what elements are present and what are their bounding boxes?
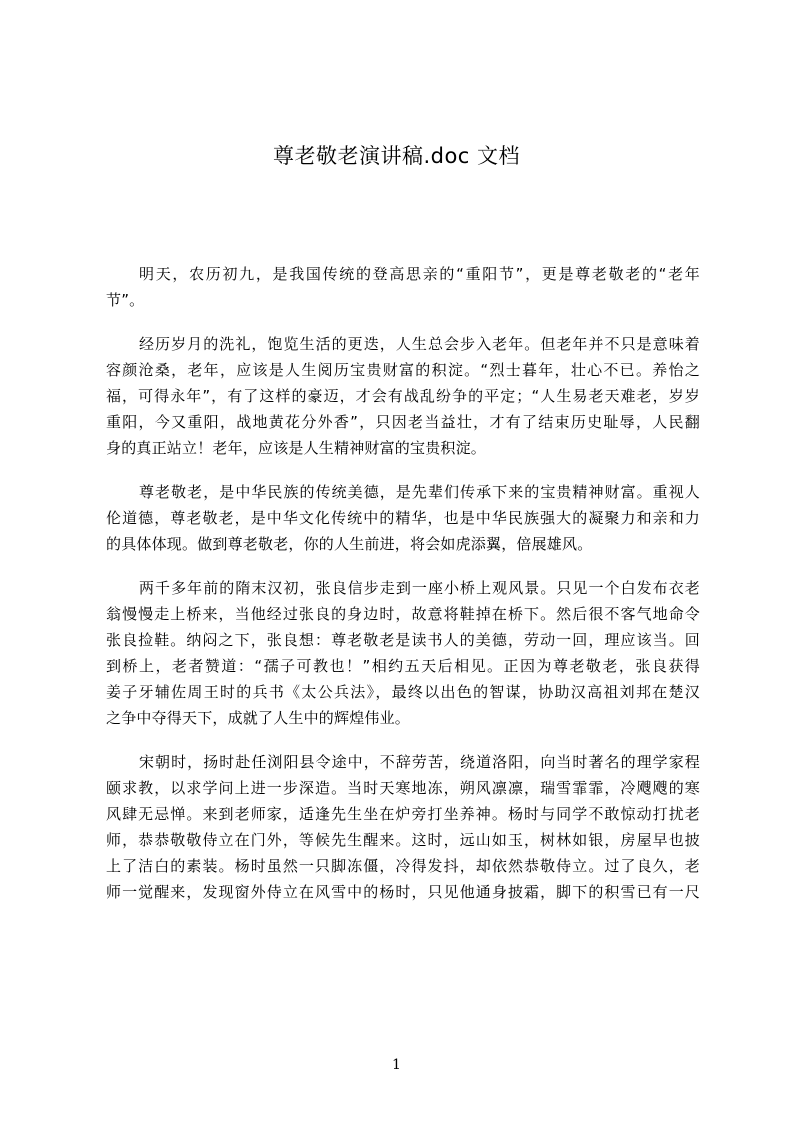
paragraph-2 — [106, 331, 700, 461]
text-line: 尊老敬老，是中华民族的传统美德，是先辈们传承下来的宝贵精神财富。重视人 — [139, 483, 700, 501]
text-line: 张良捡鞋。纳闷之下，张良想：尊老敬老是读书人的美德，劳动一回，理应该当。回 — [106, 631, 700, 649]
paragraph-3 — [106, 479, 700, 557]
document-title: 尊老敬老演讲稿.doc 文档 — [272, 144, 521, 168]
text-line: 之争中夺得天下，成就了人生中的辉煌伟业。 — [106, 709, 411, 727]
paragraph-4 — [106, 575, 700, 731]
page-number: 1 — [392, 1057, 401, 1073]
text-line: 宋朝时，扬时赴任浏阳县令途中，不辞劳苦，绕道洛阳，向当时著名的理学家程 — [139, 753, 700, 771]
text-line: 上了洁白的素装。杨时虽然一只脚冻僵，冷得发抖，却依然恭敬侍立。过了良久，老 — [106, 857, 700, 875]
document-body — [106, 261, 700, 923]
text-line: 重阳，今又重阳，战地黄花分外香”，只因老当益壮，才有了结束历史耻辱，人民翻 — [106, 413, 700, 431]
text-line: 翁慢慢走上桥来，当他经过张良的身边时，故意将鞋掉在桥下。然后很不客气地命令 — [106, 605, 700, 623]
text-line: 福，可得永年”，有了这样的豪迈，才会有战乱纷争的平定；“人生易老天难老，岁岁 — [106, 387, 700, 405]
text-line: 两千多年前的隋末汉初，张良信步走到一座小桥上观风景。只见一个白发布衣老 — [139, 579, 700, 597]
text-line: 师一觉醒来，发现窗外侍立在风雪中的杨时，只见他通身披霜，脚下的积雪已有一尺 — [106, 883, 700, 901]
text-line: 明天，农历初九，是我国传统的登高思亲的“重阳节”，更是尊老敬老的“老年 — [139, 265, 700, 283]
text-line: 容颜沧桑，老年，应该是人生阅历宝贵财富的积淀。“烈士暮年，壮心不已。养怡之 — [106, 361, 700, 379]
text-line: 姜子牙辅佐周王时的兵书《太公兵法》，最终以出色的智谋，协助汉高祖刘邦在楚汉 — [106, 683, 700, 701]
text-line: 颐求教，以求学问上进一步深造。当时天寒地冻，朔风凛凛，瑞雪霏霏，冷飕飕的寒 — [106, 779, 700, 797]
text-line: 的具体体现。做到尊老敬老，你的人生前进，将会如虎添翼，倍展雄风。 — [106, 535, 593, 553]
text-line: 伦道德，尊老敬老，是中华文化传统中的精华，也是中华民族强大的凝聚力和亲和力 — [106, 509, 700, 527]
text-line: 师，恭恭敬敬侍立在门外，等候先生醒来。这时，远山如玉，树林如银，房屋早也披 — [106, 831, 700, 849]
paragraph-1 — [106, 261, 700, 313]
text-line: 经历岁月的洗礼，饱览生活的更迭，人生总会步入老年。但老年并不只是意味着 — [139, 335, 700, 353]
paragraph-5 — [106, 749, 700, 905]
text-line: 节”。 — [106, 291, 145, 309]
text-line: 风肆无忌惮。来到老师家，适逢先生坐在炉旁打坐养神。杨时与同学不敢惊动打扰老 — [106, 805, 700, 823]
text-line: 到桥上，老者赞道：“孺子可教也！”相约五天后相见。正因为尊老敬老，张良获得 — [106, 657, 700, 675]
text-line: 身的真正站立！老年，应该是人生精神财富的宝贵积淀。 — [106, 439, 487, 457]
